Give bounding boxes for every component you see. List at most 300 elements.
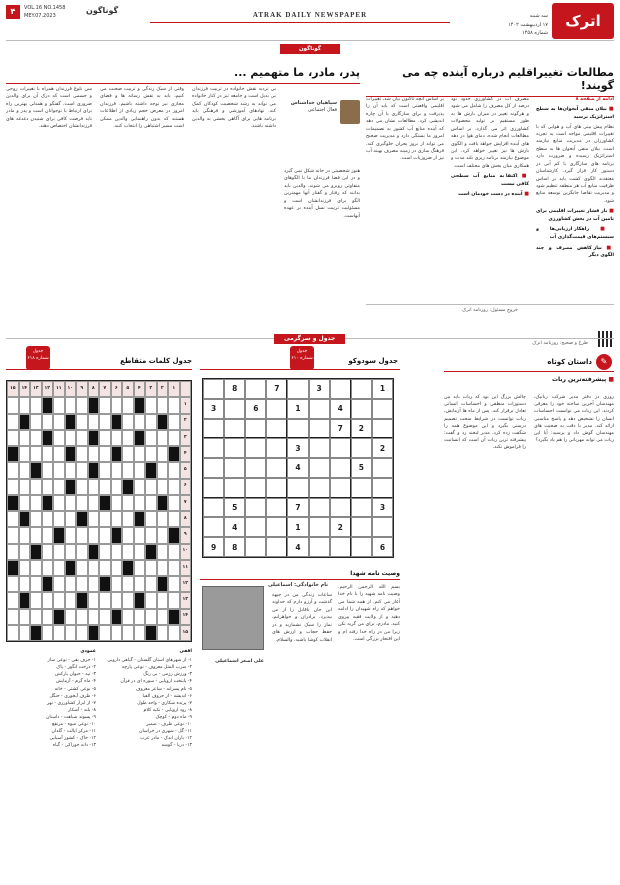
crossword-cell[interactable] xyxy=(157,592,169,608)
crossword-col-head[interactable]: ۱۴ xyxy=(19,381,31,397)
crossword-cell[interactable] xyxy=(88,609,100,625)
crossword-cell[interactable] xyxy=(30,430,42,446)
crossword-cell[interactable] xyxy=(134,625,146,641)
crossword-cell[interactable] xyxy=(157,544,169,560)
crossword-black-cell[interactable] xyxy=(122,479,134,495)
sudoku-cell[interactable] xyxy=(203,419,224,439)
crossword-cell[interactable] xyxy=(111,495,123,511)
crossword-cell[interactable] xyxy=(157,527,169,543)
sudoku-cell[interactable] xyxy=(330,458,351,478)
crossword-cell[interactable] xyxy=(53,576,65,592)
crossword-cell[interactable] xyxy=(88,414,100,430)
crossword-cell[interactable] xyxy=(145,511,157,527)
crossword-cell[interactable] xyxy=(134,462,146,478)
crossword-cell[interactable] xyxy=(30,592,42,608)
sudoku-cell[interactable] xyxy=(266,478,287,498)
crossword-cell[interactable] xyxy=(42,527,54,543)
crossword-cell[interactable] xyxy=(19,462,31,478)
sudoku-cell[interactable] xyxy=(309,438,330,458)
crossword-cell[interactable] xyxy=(42,462,54,478)
sudoku-cell[interactable] xyxy=(309,498,330,518)
crossword-col-head[interactable]: ۷ xyxy=(99,381,111,397)
crossword-cell[interactable] xyxy=(157,511,169,527)
crossword-cell[interactable] xyxy=(53,462,65,478)
crossword-cell[interactable] xyxy=(42,609,54,625)
crossword-cell[interactable] xyxy=(88,527,100,543)
sudoku-cell[interactable] xyxy=(287,419,308,439)
sudoku-cell[interactable] xyxy=(309,399,330,419)
crossword-black-cell[interactable] xyxy=(99,576,111,592)
sudoku-cell[interactable] xyxy=(224,458,245,478)
crossword-cell[interactable] xyxy=(42,560,54,576)
crossword-cell[interactable] xyxy=(145,446,157,462)
crossword-cell[interactable] xyxy=(7,397,19,413)
crossword-cell[interactable] xyxy=(65,592,77,608)
crossword-col-head[interactable]: ۱۳ xyxy=(30,381,42,397)
crossword-black-cell[interactable] xyxy=(111,414,123,430)
sudoku-cell[interactable] xyxy=(351,537,372,557)
sudoku-cell[interactable]: 4 xyxy=(330,399,351,419)
crossword-corner[interactable] xyxy=(180,381,192,397)
sudoku-cell[interactable]: 2 xyxy=(372,438,393,458)
sudoku-cell[interactable] xyxy=(372,458,393,478)
sudoku-cell[interactable] xyxy=(245,379,266,399)
sudoku-cell[interactable]: 8 xyxy=(224,537,245,557)
crossword-black-cell[interactable] xyxy=(30,544,42,560)
crossword-cell[interactable] xyxy=(53,446,65,462)
crossword-cell[interactable] xyxy=(145,527,157,543)
crossword-cell[interactable] xyxy=(99,609,111,625)
crossword-cell[interactable] xyxy=(65,576,77,592)
crossword-cell[interactable] xyxy=(76,397,88,413)
crossword-black-cell[interactable] xyxy=(7,446,19,462)
sudoku-cell[interactable] xyxy=(372,419,393,439)
crossword-col-head[interactable]: ۶ xyxy=(111,381,123,397)
crossword-cell[interactable] xyxy=(145,592,157,608)
crossword-col-head[interactable]: ۱۰ xyxy=(65,381,77,397)
sudoku-cell[interactable]: 4 xyxy=(224,517,245,537)
crossword-cell[interactable] xyxy=(76,495,88,511)
crossword-row-head[interactable]: ۵ xyxy=(180,462,192,478)
crossword-row-head[interactable]: ۳ xyxy=(180,430,192,446)
crossword-black-cell[interactable] xyxy=(99,495,111,511)
crossword-cell[interactable] xyxy=(88,479,100,495)
crossword-row-head[interactable]: ۱۲ xyxy=(180,576,192,592)
crossword-cell[interactable] xyxy=(122,609,134,625)
sudoku-cell[interactable]: 4 xyxy=(287,537,308,557)
sudoku-cell[interactable] xyxy=(245,498,266,518)
crossword-cell[interactable] xyxy=(122,592,134,608)
crossword-col-head[interactable]: ۸ xyxy=(88,381,100,397)
crossword-row-head[interactable]: ۸ xyxy=(180,511,192,527)
sudoku-cell[interactable] xyxy=(224,478,245,498)
crossword-black-cell[interactable] xyxy=(53,527,65,543)
crossword-col-head[interactable]: ۲ xyxy=(157,381,169,397)
crossword-cell[interactable] xyxy=(168,479,180,495)
crossword-black-cell[interactable] xyxy=(42,430,54,446)
crossword-cell[interactable] xyxy=(65,609,77,625)
crossword-black-cell[interactable] xyxy=(111,527,123,543)
crossword-cell[interactable] xyxy=(99,414,111,430)
crossword-cell[interactable] xyxy=(42,414,54,430)
sudoku-cell[interactable] xyxy=(351,498,372,518)
sudoku-cell[interactable] xyxy=(351,399,372,419)
crossword-cell[interactable] xyxy=(19,446,31,462)
newspaper-logo[interactable]: اترک xyxy=(552,3,614,39)
crossword-black-cell[interactable] xyxy=(76,511,88,527)
crossword-cell[interactable] xyxy=(157,560,169,576)
crossword-cell[interactable] xyxy=(7,592,19,608)
sudoku-cell[interactable] xyxy=(203,458,224,478)
crossword-cell[interactable] xyxy=(7,609,19,625)
crossword-cell[interactable] xyxy=(122,414,134,430)
sudoku-cell[interactable] xyxy=(309,458,330,478)
crossword-cell[interactable] xyxy=(122,397,134,413)
crossword-cell[interactable] xyxy=(111,397,123,413)
crossword-cell[interactable] xyxy=(99,479,111,495)
crossword-black-cell[interactable] xyxy=(111,609,123,625)
sudoku-cell[interactable] xyxy=(266,537,287,557)
crossword-black-cell[interactable] xyxy=(88,544,100,560)
crossword-cell[interactable] xyxy=(168,495,180,511)
crossword-cell[interactable] xyxy=(99,544,111,560)
crossword-cell[interactable] xyxy=(53,592,65,608)
crossword-black-cell[interactable] xyxy=(88,462,100,478)
sudoku-cell[interactable]: 8 xyxy=(224,379,245,399)
crossword-col-head[interactable]: ۳ xyxy=(145,381,157,397)
crossword-cell[interactable] xyxy=(76,479,88,495)
crossword-cell[interactable] xyxy=(76,609,88,625)
crossword-cell[interactable] xyxy=(88,495,100,511)
crossword-cell[interactable] xyxy=(53,430,65,446)
sudoku-cell[interactable]: 6 xyxy=(372,537,393,557)
sudoku-cell[interactable] xyxy=(330,379,351,399)
crossword-row-head[interactable]: ۱ xyxy=(180,397,192,413)
crossword-cell[interactable] xyxy=(19,527,31,543)
crossword-col-head[interactable]: ۹ xyxy=(76,381,88,397)
crossword-cell[interactable] xyxy=(7,462,19,478)
crossword-cell[interactable] xyxy=(19,625,31,641)
crossword-cell[interactable] xyxy=(122,527,134,543)
crossword-cell[interactable] xyxy=(145,397,157,413)
crossword-cell[interactable] xyxy=(122,544,134,560)
crossword-cell[interactable] xyxy=(134,414,146,430)
crossword-black-cell[interactable] xyxy=(65,479,77,495)
crossword-cell[interactable] xyxy=(42,544,54,560)
sudoku-cell[interactable] xyxy=(266,498,287,518)
crossword-cell[interactable] xyxy=(65,544,77,560)
crossword-cell[interactable] xyxy=(134,576,146,592)
climate-article-title[interactable]: مطالعات تغییراقلیم درباره آینده چه می گویند! xyxy=(366,66,614,97)
crossword-cell[interactable] xyxy=(30,414,42,430)
crossword-row-head[interactable]: ۱۴ xyxy=(180,609,192,625)
crossword-black-cell[interactable] xyxy=(88,625,100,641)
crossword-cell[interactable] xyxy=(111,592,123,608)
sudoku-cell[interactable] xyxy=(266,517,287,537)
sudoku-cell[interactable] xyxy=(203,498,224,518)
crossword-cell[interactable] xyxy=(134,609,146,625)
crossword-row-head[interactable]: ۱۳ xyxy=(180,592,192,608)
crossword-cell[interactable] xyxy=(7,576,19,592)
sudoku-cell[interactable]: 6 xyxy=(245,399,266,419)
crossword-cell[interactable] xyxy=(65,527,77,543)
sudoku-cell[interactable] xyxy=(203,438,224,458)
sudoku-cell[interactable] xyxy=(245,478,266,498)
crossword-cell[interactable] xyxy=(134,527,146,543)
crossword-col-head[interactable]: ۱ xyxy=(168,381,180,397)
crossword-black-cell[interactable] xyxy=(19,511,31,527)
sudoku-cell[interactable]: 3 xyxy=(203,399,224,419)
crossword-col-head[interactable]: ۱۲ xyxy=(42,381,54,397)
crossword-cell[interactable] xyxy=(19,397,31,413)
crossword-cell[interactable] xyxy=(53,625,65,641)
crossword-cell[interactable] xyxy=(157,397,169,413)
crossword-cell[interactable] xyxy=(53,511,65,527)
crossword-cell[interactable] xyxy=(53,544,65,560)
crossword-black-cell[interactable] xyxy=(42,576,54,592)
crossword-black-cell[interactable] xyxy=(168,446,180,462)
crossword-cell[interactable] xyxy=(30,560,42,576)
crossword-cell[interactable] xyxy=(19,576,31,592)
crossword-cell[interactable] xyxy=(111,560,123,576)
crossword-cell[interactable] xyxy=(19,430,31,446)
crossword-black-cell[interactable] xyxy=(65,414,77,430)
crossword-cell[interactable] xyxy=(145,576,157,592)
crossword-black-cell[interactable] xyxy=(157,414,169,430)
crossword-cell[interactable] xyxy=(111,511,123,527)
sudoku-cell[interactable] xyxy=(351,438,372,458)
crossword-cell[interactable] xyxy=(42,592,54,608)
crossword-row-head[interactable]: ۴ xyxy=(180,446,192,462)
sudoku-cell[interactable] xyxy=(330,478,351,498)
crossword-cell[interactable] xyxy=(65,495,77,511)
crossword-cell[interactable] xyxy=(7,544,19,560)
crossword-cell[interactable] xyxy=(99,462,111,478)
crossword-cell[interactable] xyxy=(53,560,65,576)
sudoku-cell[interactable] xyxy=(245,537,266,557)
crossword-cell[interactable] xyxy=(53,479,65,495)
crossword-cell[interactable] xyxy=(134,544,146,560)
crossword-cell[interactable] xyxy=(76,446,88,462)
crossword-black-cell[interactable] xyxy=(134,592,146,608)
sudoku-cell[interactable] xyxy=(245,517,266,537)
sudoku-cell[interactable]: 7 xyxy=(287,498,308,518)
sudoku-cell[interactable] xyxy=(309,537,330,557)
crossword-cell[interactable] xyxy=(99,625,111,641)
crossword-black-cell[interactable] xyxy=(145,462,157,478)
crossword-cell[interactable] xyxy=(76,527,88,543)
crossword-black-cell[interactable] xyxy=(19,414,31,430)
crossword-black-cell[interactable] xyxy=(65,560,77,576)
sudoku-cell[interactable] xyxy=(224,419,245,439)
crossword-black-cell[interactable] xyxy=(76,592,88,608)
crossword-cell[interactable] xyxy=(111,576,123,592)
crossword-cell[interactable] xyxy=(76,544,88,560)
crossword-cell[interactable] xyxy=(145,560,157,576)
crossword-cell[interactable] xyxy=(7,430,19,446)
crossword-black-cell[interactable] xyxy=(157,576,169,592)
crossword-cell[interactable] xyxy=(76,560,88,576)
crossword-black-cell[interactable] xyxy=(7,560,19,576)
crossword-black-cell[interactable] xyxy=(42,495,54,511)
sudoku-cell[interactable] xyxy=(245,438,266,458)
crossword-black-cell[interactable] xyxy=(122,560,134,576)
sudoku-cell[interactable]: 3 xyxy=(309,379,330,399)
sudoku-cell[interactable] xyxy=(351,517,372,537)
crossword-black-cell[interactable] xyxy=(53,609,65,625)
sudoku-cell[interactable] xyxy=(203,379,224,399)
sudoku-cell[interactable] xyxy=(330,498,351,518)
sudoku-cell[interactable]: 7 xyxy=(330,419,351,439)
crossword-cell[interactable] xyxy=(99,446,111,462)
crossword-cell[interactable] xyxy=(30,576,42,592)
crossword-cell[interactable] xyxy=(99,527,111,543)
crossword-cell[interactable] xyxy=(88,446,100,462)
crossword-cell[interactable] xyxy=(111,479,123,495)
crossword-cell[interactable] xyxy=(99,560,111,576)
crossword-cell[interactable] xyxy=(19,544,31,560)
crossword-black-cell[interactable] xyxy=(65,446,77,462)
crossword-cell[interactable] xyxy=(157,479,169,495)
crossword-cell[interactable] xyxy=(7,479,19,495)
crossword-cell[interactable] xyxy=(7,527,19,543)
crossword-cell[interactable] xyxy=(19,495,31,511)
sudoku-cell[interactable] xyxy=(309,419,330,439)
sudoku-cell[interactable]: 1 xyxy=(372,379,393,399)
crossword-cell[interactable] xyxy=(88,511,100,527)
crossword-cell[interactable] xyxy=(157,625,169,641)
crossword-cell[interactable] xyxy=(99,430,111,446)
crossword-cell[interactable] xyxy=(30,511,42,527)
crossword-cell[interactable] xyxy=(134,495,146,511)
crossword-cell[interactable] xyxy=(42,446,54,462)
crossword-cell[interactable] xyxy=(168,592,180,608)
crossword-cell[interactable] xyxy=(145,414,157,430)
sudoku-cell[interactable]: 7 xyxy=(266,379,287,399)
crossword-cell[interactable] xyxy=(168,544,180,560)
crossword-cell[interactable] xyxy=(7,625,19,641)
sudoku-cell[interactable]: 9 xyxy=(203,537,224,557)
crossword-cell[interactable] xyxy=(30,479,42,495)
crossword-cell[interactable] xyxy=(88,592,100,608)
crossword-cell[interactable] xyxy=(30,446,42,462)
sudoku-cell[interactable] xyxy=(203,478,224,498)
sudoku-cell[interactable] xyxy=(309,517,330,537)
crossword-cell[interactable] xyxy=(168,430,180,446)
sudoku-cell[interactable] xyxy=(330,438,351,458)
crossword-cell[interactable] xyxy=(88,576,100,592)
sudoku-cell[interactable] xyxy=(351,379,372,399)
crossword-row-head[interactable]: ۱۵ xyxy=(180,625,192,641)
story-title[interactable]: ■ پیشرفته‌ترین ربات xyxy=(444,376,614,383)
crossword-cell[interactable] xyxy=(53,495,65,511)
crossword-cell[interactable] xyxy=(65,511,77,527)
sudoku-cell[interactable] xyxy=(203,517,224,537)
sudoku-cell[interactable] xyxy=(266,438,287,458)
sudoku-cell[interactable] xyxy=(372,399,393,419)
crossword-black-cell[interactable] xyxy=(134,511,146,527)
crossword-cell[interactable] xyxy=(76,625,88,641)
crossword-cell[interactable] xyxy=(65,462,77,478)
crossword-col-head[interactable]: ۱۱ xyxy=(53,381,65,397)
crossword-cell[interactable] xyxy=(134,446,146,462)
crossword-col-head[interactable]: ۱۵ xyxy=(7,381,19,397)
crossword-cell[interactable] xyxy=(145,479,157,495)
crossword-black-cell[interactable] xyxy=(157,495,169,511)
crossword-cell[interactable] xyxy=(157,446,169,462)
crossword-cell[interactable] xyxy=(168,511,180,527)
crossword-cell[interactable] xyxy=(145,495,157,511)
crossword-cell[interactable] xyxy=(157,609,169,625)
crossword-cell[interactable] xyxy=(157,462,169,478)
crossword-cell[interactable] xyxy=(168,560,180,576)
crossword-cell[interactable] xyxy=(65,397,77,413)
crossword-black-cell[interactable] xyxy=(88,397,100,413)
crossword-row-head[interactable]: ۶ xyxy=(180,479,192,495)
crossword-cell[interactable] xyxy=(111,430,123,446)
sudoku-cell[interactable]: 4 xyxy=(287,458,308,478)
sudoku-cell[interactable] xyxy=(309,478,330,498)
crossword-row-head[interactable]: ۹ xyxy=(180,527,192,543)
crossword-black-cell[interactable] xyxy=(134,430,146,446)
crossword-cell[interactable] xyxy=(19,560,31,576)
crossword-cell[interactable] xyxy=(76,462,88,478)
crossword-black-cell[interactable] xyxy=(145,625,157,641)
crossword-cell[interactable] xyxy=(19,609,31,625)
sudoku-cell[interactable] xyxy=(372,478,393,498)
sudoku-cell[interactable] xyxy=(330,537,351,557)
sudoku-cell[interactable]: 5 xyxy=(351,458,372,478)
crossword-black-cell[interactable] xyxy=(145,544,157,560)
crossword-black-cell[interactable] xyxy=(19,592,31,608)
crossword-cell[interactable] xyxy=(53,414,65,430)
crossword-black-cell[interactable] xyxy=(30,462,42,478)
crossword-cell[interactable] xyxy=(122,446,134,462)
crossword-black-cell[interactable] xyxy=(168,609,180,625)
crossword-cell[interactable] xyxy=(42,511,54,527)
crossword-cell[interactable] xyxy=(30,609,42,625)
crossword-cell[interactable] xyxy=(122,576,134,592)
crossword-cell[interactable] xyxy=(122,495,134,511)
crossword-cell[interactable] xyxy=(111,544,123,560)
crossword-row-head[interactable]: ۱۱ xyxy=(180,560,192,576)
sudoku-cell[interactable] xyxy=(266,419,287,439)
sudoku-cell[interactable] xyxy=(245,419,266,439)
crossword-cell[interactable] xyxy=(65,625,77,641)
crossword-cell[interactable] xyxy=(99,511,111,527)
crossword-cell[interactable] xyxy=(168,414,180,430)
sudoku-cell[interactable] xyxy=(287,478,308,498)
sudoku-cell[interactable]: 1 xyxy=(287,399,308,419)
crossword-black-cell[interactable] xyxy=(7,495,19,511)
crossword-cell[interactable] xyxy=(53,397,65,413)
crossword-cell[interactable] xyxy=(99,397,111,413)
crossword-cell[interactable] xyxy=(168,462,180,478)
crossword-cell[interactable] xyxy=(30,527,42,543)
crossword-cell[interactable] xyxy=(99,592,111,608)
crossword-black-cell[interactable] xyxy=(88,430,100,446)
sudoku-cell[interactable] xyxy=(224,438,245,458)
crossword-row-head[interactable]: ۲ xyxy=(180,414,192,430)
sudoku-cell[interactable]: 3 xyxy=(372,498,393,518)
sudoku-cell[interactable]: 1 xyxy=(287,517,308,537)
sudoku-cell[interactable] xyxy=(245,458,266,478)
sudoku-cell[interactable] xyxy=(224,399,245,419)
crossword-black-cell[interactable] xyxy=(30,625,42,641)
sudoku-cell[interactable] xyxy=(266,399,287,419)
crossword-cell[interactable] xyxy=(122,430,134,446)
crossword-cell[interactable] xyxy=(111,625,123,641)
